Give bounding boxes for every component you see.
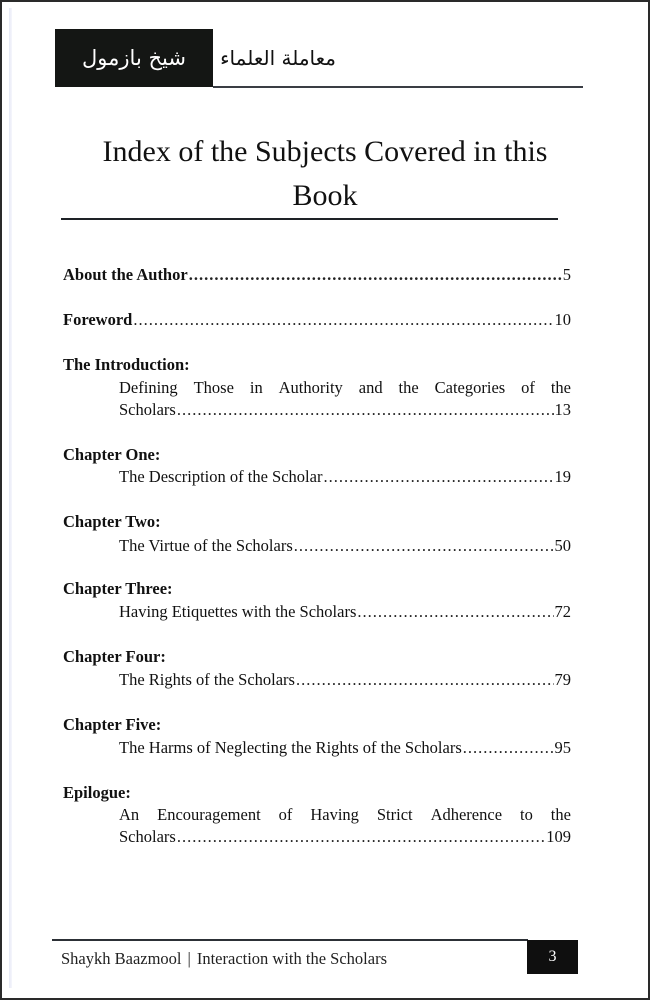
toc-heading-introduction: The Introduction: bbox=[63, 355, 190, 374]
toc-heading-epilogue: Epilogue: bbox=[63, 783, 131, 802]
toc-entry-label: Having Etiquettes with the Scholars bbox=[119, 602, 357, 621]
dot-leader bbox=[189, 264, 562, 286]
toc-page-number: 19 bbox=[554, 467, 571, 486]
toc-heading-chapter-two: Chapter Two: bbox=[63, 512, 161, 531]
toc-entry-label: The Virtue of the Scholars bbox=[119, 536, 293, 555]
footer-book-title: Interaction with the Scholars bbox=[196, 949, 387, 968]
toc-entry-label: The Description of the Scholar bbox=[119, 467, 323, 486]
toc-entry-epilogue-line2[interactable] bbox=[119, 826, 571, 848]
footer-running-title bbox=[61, 947, 387, 971]
toc-heading-chapter-five: Chapter Five: bbox=[63, 715, 162, 734]
toc-page-number: 50 bbox=[554, 536, 571, 555]
toc-page-number: 95 bbox=[554, 738, 571, 757]
page-title-line-1: Index of the Subjects Covered in this bbox=[102, 135, 548, 168]
toc-heading-chapter-three: Chapter Three: bbox=[63, 579, 173, 598]
dot-leader bbox=[177, 399, 554, 421]
word: and bbox=[358, 378, 383, 397]
dot-leader bbox=[133, 309, 553, 331]
word: of bbox=[278, 805, 293, 824]
toc-entry-label: The Harms of Neglecting the Rights of the Scholars bbox=[119, 738, 462, 757]
toc-entry-label: Scholars bbox=[119, 827, 176, 846]
toc-page-number: 109 bbox=[546, 827, 571, 846]
toc-page-number: 79 bbox=[554, 670, 571, 689]
word: Defining bbox=[119, 378, 178, 397]
toc-entry-chapter-three[interactable] bbox=[119, 601, 571, 623]
footer-rule bbox=[52, 939, 528, 941]
toc-entry-introduction-line1[interactable] bbox=[119, 377, 571, 399]
toc-entry-label: The Rights of the Scholars bbox=[119, 670, 295, 689]
toc-entry-chapter-five[interactable] bbox=[119, 737, 571, 759]
toc-page-number: 72 bbox=[554, 602, 571, 621]
word: Encouragement bbox=[157, 805, 261, 824]
toc-page-number: 13 bbox=[554, 400, 571, 419]
footer-author: Shaykh Baazmool bbox=[61, 949, 182, 968]
toc-entry-chapter-four[interactable] bbox=[119, 669, 571, 691]
page-title-line-2: Book bbox=[292, 179, 358, 212]
toc-entry-chapter-one[interactable] bbox=[119, 466, 571, 488]
word: Categories bbox=[434, 378, 506, 397]
footer-separator: | bbox=[187, 949, 191, 968]
toc-entry-chapter-two[interactable] bbox=[119, 535, 571, 557]
dot-leader bbox=[323, 466, 553, 488]
word: of bbox=[521, 378, 535, 397]
toc-heading-chapter-one: Chapter One: bbox=[63, 445, 161, 464]
word: Those bbox=[193, 378, 234, 397]
word: in bbox=[249, 378, 263, 397]
header-book-title-arabic: معاملة العلماء bbox=[220, 46, 336, 70]
toc-page-number: 10 bbox=[554, 310, 571, 329]
page-number-box bbox=[527, 940, 578, 974]
dot-leader bbox=[177, 826, 545, 848]
word: the bbox=[550, 378, 571, 397]
toc-entry-about-author[interactable] bbox=[63, 264, 571, 286]
toc-entry-foreword[interactable] bbox=[63, 309, 571, 331]
word: the bbox=[550, 805, 571, 824]
toc-heading-chapter-four: Chapter Four: bbox=[63, 647, 166, 666]
toc-entry-label: Scholars bbox=[119, 400, 176, 419]
toc-entry-label: About the Author bbox=[63, 265, 188, 284]
word: Adherence bbox=[430, 805, 503, 824]
dot-leader bbox=[463, 737, 554, 759]
toc-page-number: 5 bbox=[562, 265, 571, 284]
word: Strict bbox=[376, 805, 413, 824]
toc-entry-epilogue-line1[interactable] bbox=[119, 804, 571, 826]
header-author-arabic: شيخ بازمول bbox=[82, 46, 186, 70]
word: Authority bbox=[278, 378, 343, 397]
page-number: 3 bbox=[548, 948, 557, 965]
dot-leader bbox=[294, 535, 554, 557]
dot-leader bbox=[357, 601, 553, 623]
word: the bbox=[398, 378, 419, 397]
word: Having bbox=[310, 805, 359, 824]
toc-entry-label: Foreword bbox=[63, 310, 133, 329]
word: An bbox=[119, 805, 140, 824]
toc-entry-introduction-line2[interactable] bbox=[119, 399, 571, 421]
word: to bbox=[519, 805, 533, 824]
dot-leader bbox=[296, 669, 554, 691]
